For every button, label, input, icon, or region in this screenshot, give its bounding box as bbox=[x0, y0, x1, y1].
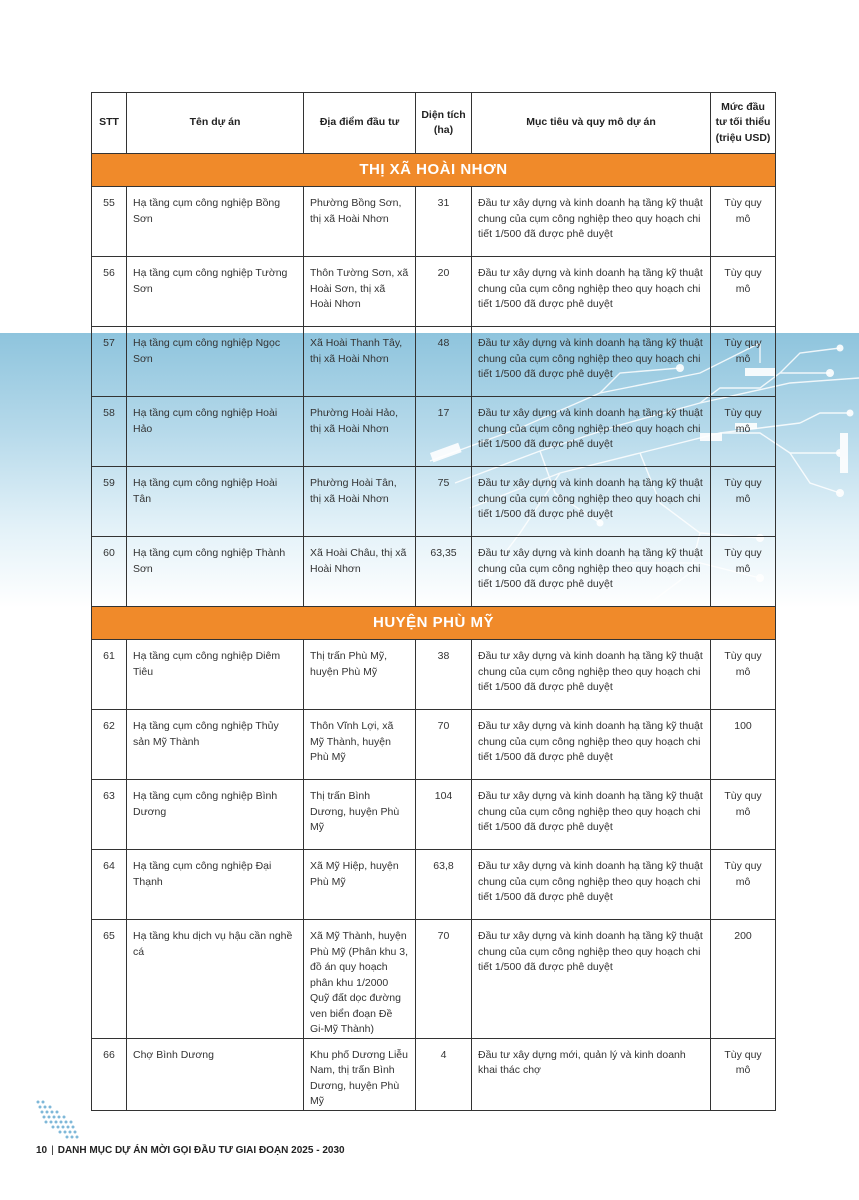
table-row bbox=[92, 850, 776, 920]
table-row bbox=[92, 640, 776, 710]
cell-investment: Tùy quy mô bbox=[711, 1038, 776, 1110]
cell-goal: Đầu tư xây dựng và kinh doanh hạ tầng kỹ thuật chung của cụm công nghiệp theo quy hoạch chi tiết 1/500 đã được phê duyệt bbox=[472, 537, 711, 607]
cell-goal: Đầu tư xây dựng mới, quản lý và kinh doanh khai thác chợ bbox=[472, 1038, 711, 1110]
cell-stt: 61 bbox=[92, 640, 127, 710]
cell-area: 38 bbox=[416, 640, 472, 710]
footer-title: DANH MỤC DỰ ÁN MỜI GỌI ĐẦU TƯ GIAI ĐOẠN 2025 - 2030 bbox=[57, 1145, 345, 1156]
cell-stt: 55 bbox=[92, 187, 127, 257]
table-row bbox=[92, 710, 776, 780]
header-stt: STT bbox=[92, 93, 127, 154]
cell-location: Khu phố Dương Liễu Nam, thị trấn Bình Dương, huyện Phù Mỹ bbox=[304, 1038, 416, 1110]
table-row bbox=[92, 467, 776, 537]
section-row bbox=[92, 154, 776, 187]
header-area: Diện tích (ha) bbox=[416, 93, 472, 154]
cell-name: Hạ tầng khu dịch vụ hậu cần nghề cá bbox=[127, 920, 304, 1039]
cell-stt: 60 bbox=[92, 537, 127, 607]
cell-name: Chợ Bình Dương bbox=[127, 1038, 304, 1110]
cell-investment: 200 bbox=[711, 920, 776, 1039]
cell-location: Xã Mỹ Thành, huyện Phù Mỹ (Phân khu 3, đồ án quy hoạch phân khu 1/2000 Quỹ đất dọc đường ven biển đoạn Đề Gi-Mỹ Thành) bbox=[304, 920, 416, 1039]
cell-name: Hạ tầng cụm công nghiệp Ngọc Sơn bbox=[127, 327, 304, 397]
cell-area: 63,35 bbox=[416, 537, 472, 607]
page-footer bbox=[36, 1145, 345, 1156]
table-row bbox=[92, 187, 776, 257]
cell-area: 4 bbox=[416, 1038, 472, 1110]
cell-goal: Đầu tư xây dựng và kinh doanh hạ tầng kỹ thuật chung của cụm công nghiệp theo quy hoạch chi tiết 1/500 đã được phê duyệt bbox=[472, 850, 711, 920]
cell-area: 63,8 bbox=[416, 850, 472, 920]
cell-name: Hạ tầng cụm công nghiệp Bồng Sơn bbox=[127, 187, 304, 257]
cell-stt: 59 bbox=[92, 467, 127, 537]
cell-stt: 64 bbox=[92, 850, 127, 920]
cell-location: Xã Hoài Châu, thị xã Hoài Nhơn bbox=[304, 537, 416, 607]
cell-area: 20 bbox=[416, 257, 472, 327]
cell-stt: 62 bbox=[92, 710, 127, 780]
cell-goal: Đầu tư xây dựng và kinh doanh hạ tầng kỹ thuật chung của cụm công nghiệp theo quy hoạch chi tiết 1/500 đã được phê duyệt bbox=[472, 467, 711, 537]
cell-investment: Tùy quy mô bbox=[711, 780, 776, 850]
cell-location: Xã Hoài Thanh Tây, thị xã Hoài Nhơn bbox=[304, 327, 416, 397]
cell-location: Phường Hoài Tân, thị xã Hoài Nhơn bbox=[304, 467, 416, 537]
cell-area: 48 bbox=[416, 327, 472, 397]
cell-name: Hạ tầng cụm công nghiệp Thành Sơn bbox=[127, 537, 304, 607]
cell-investment: 100 bbox=[711, 710, 776, 780]
cell-goal: Đầu tư xây dựng và kinh doanh hạ tầng kỹ thuật chung của cụm công nghiệp theo quy hoạch chi tiết 1/500 đã được phê duyệt bbox=[472, 710, 711, 780]
cell-location: Thôn Tường Sơn, xã Hoài Sơn, thị xã Hoài Nhơn bbox=[304, 257, 416, 327]
table-row bbox=[92, 780, 776, 850]
cell-stt: 65 bbox=[92, 920, 127, 1039]
cell-area: 31 bbox=[416, 187, 472, 257]
cell-investment: Tùy quy mô bbox=[711, 640, 776, 710]
cell-area: 104 bbox=[416, 780, 472, 850]
page-number: 10 bbox=[36, 1145, 48, 1156]
header-investment: Mức đầu tư tối thiểu (triệu USD) bbox=[711, 93, 776, 154]
cell-investment: Tùy quy mô bbox=[711, 537, 776, 607]
cell-name: Hạ tầng cụm công nghiệp Đại Thạnh bbox=[127, 850, 304, 920]
section-title: THỊ XÃ HOÀI NHƠN bbox=[92, 154, 776, 187]
section-title: HUYỆN PHÙ MỸ bbox=[92, 607, 776, 640]
cell-location: Phường Hoài Hảo, thị xã Hoài Nhơn bbox=[304, 397, 416, 467]
cell-area: 70 bbox=[416, 710, 472, 780]
table-row bbox=[92, 537, 776, 607]
cell-name: Hạ tầng cụm công nghiệp Diêm Tiêu bbox=[127, 640, 304, 710]
table-row bbox=[92, 257, 776, 327]
cell-investment: Tùy quy mô bbox=[711, 850, 776, 920]
cell-stt: 57 bbox=[92, 327, 127, 397]
footer-separator: | bbox=[51, 1145, 54, 1156]
cell-investment: Tùy quy mô bbox=[711, 187, 776, 257]
header-location: Địa điểm đầu tư bbox=[304, 93, 416, 154]
cell-investment: Tùy quy mô bbox=[711, 397, 776, 467]
cell-goal: Đầu tư xây dựng và kinh doanh hạ tầng kỹ thuật chung của cụm công nghiệp theo quy hoạch chi tiết 1/500 đã được phê duyệt bbox=[472, 780, 711, 850]
projects-table bbox=[91, 92, 776, 1111]
cell-location: Phường Bồng Sơn, thị xã Hoài Nhơn bbox=[304, 187, 416, 257]
section-row bbox=[92, 607, 776, 640]
cell-name: Hạ tầng cụm công nghiệp Thủy sản Mỹ Thành bbox=[127, 710, 304, 780]
cell-investment: Tùy quy mô bbox=[711, 327, 776, 397]
cell-area: 70 bbox=[416, 920, 472, 1039]
cell-stt: 66 bbox=[92, 1038, 127, 1110]
cell-location: Xã Mỹ Hiệp, huyện Phù Mỹ bbox=[304, 850, 416, 920]
cell-name: Hạ tầng cụm công nghiệp Hoài Tân bbox=[127, 467, 304, 537]
cell-name: Hạ tầng cụm công nghiệp Tường Sơn bbox=[127, 257, 304, 327]
cell-stt: 56 bbox=[92, 257, 127, 327]
table-row bbox=[92, 397, 776, 467]
cell-goal: Đầu tư xây dựng và kinh doanh hạ tầng kỹ thuật chung của cụm công nghiệp theo quy hoạch chi tiết 1/500 đã được phê duyệt bbox=[472, 640, 711, 710]
cell-goal: Đầu tư xây dựng và kinh doanh hạ tầng kỹ thuật chung của cụm công nghiệp theo quy hoạch chi tiết 1/500 đã được phê duyệt bbox=[472, 257, 711, 327]
cell-area: 75 bbox=[416, 467, 472, 537]
table-row bbox=[92, 327, 776, 397]
cell-investment: Tùy quy mô bbox=[711, 257, 776, 327]
cell-location: Thị trấn Phù Mỹ, huyện Phù Mỹ bbox=[304, 640, 416, 710]
cell-goal: Đầu tư xây dựng và kinh doanh hạ tầng kỹ thuật chung của cụm công nghiệp theo quy hoạch chi tiết 1/500 đã được phê duyệt bbox=[472, 327, 711, 397]
cell-location: Thôn Vĩnh Lợi, xã Mỹ Thành, huyện Phù Mỹ bbox=[304, 710, 416, 780]
header-project-name: Tên dự án bbox=[127, 93, 304, 154]
cell-stt: 58 bbox=[92, 397, 127, 467]
cell-area: 17 bbox=[416, 397, 472, 467]
cell-name: Hạ tầng cụm công nghiệp Hoài Hảo bbox=[127, 397, 304, 467]
cell-location: Thị trấn Bình Dương, huyện Phù Mỹ bbox=[304, 780, 416, 850]
cell-stt: 63 bbox=[92, 780, 127, 850]
header-goal: Mục tiêu và quy mô dự án bbox=[472, 93, 711, 154]
cell-investment: Tùy quy mô bbox=[711, 467, 776, 537]
table-row bbox=[92, 920, 776, 1039]
dot-pattern-decoration bbox=[36, 1100, 86, 1145]
cell-goal: Đầu tư xây dựng và kinh doanh hạ tầng kỹ thuật chung của cụm công nghiệp theo quy hoạch chi tiết 1/500 đã được phê duyệt bbox=[472, 920, 711, 1039]
table-header-row bbox=[92, 93, 776, 154]
cell-name: Hạ tầng cụm công nghiệp Bình Dương bbox=[127, 780, 304, 850]
table-row bbox=[92, 1038, 776, 1110]
cell-goal: Đầu tư xây dựng và kinh doanh hạ tầng kỹ thuật chung của cụm công nghiệp theo quy hoạch chi tiết 1/500 đã được phê duyệt bbox=[472, 397, 711, 467]
cell-goal: Đầu tư xây dựng và kinh doanh hạ tầng kỹ thuật chung của cụm công nghiệp theo quy hoạch chi tiết 1/500 đã được phê duyệt bbox=[472, 187, 711, 257]
